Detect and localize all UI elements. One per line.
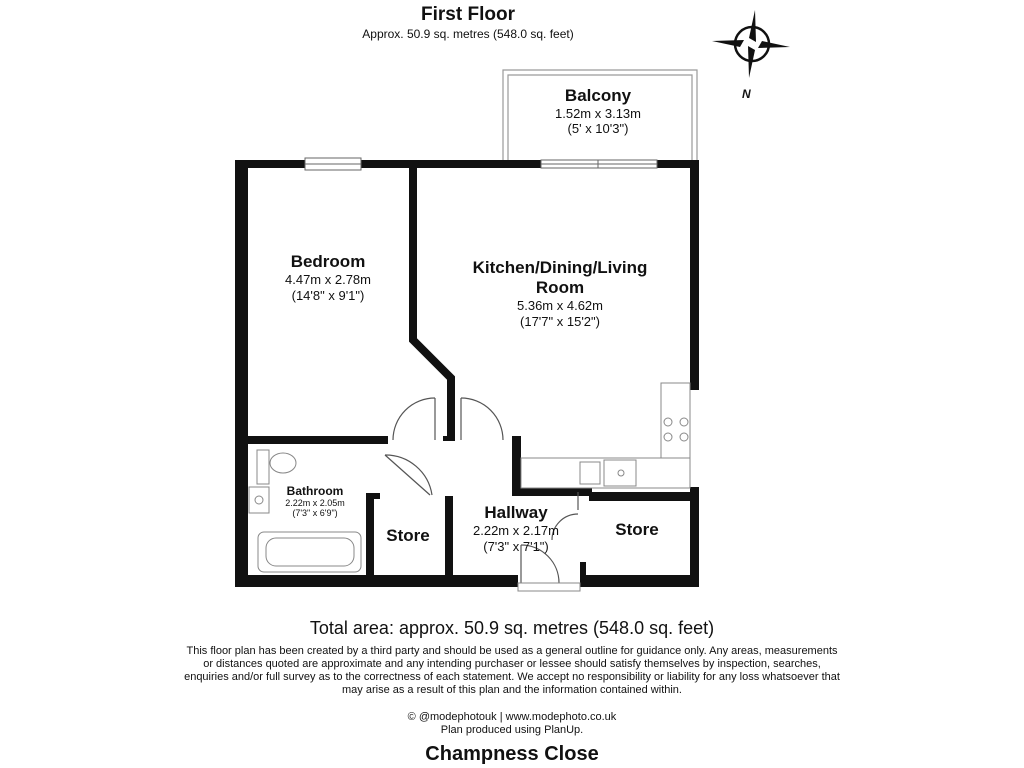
kitchen-units bbox=[521, 383, 690, 488]
room-label-bathroom: Bathroom 2.22m x 2.05m (7'3" x 6'9") bbox=[285, 484, 345, 518]
floor-title: First Floor bbox=[421, 4, 515, 25]
room-label-kitchen: Kitchen/Dining/Living Room 5.36m x 4.62m (17'7" x 15'2") bbox=[472, 258, 648, 329]
total-area: Total area: approx. 50.9 sq. metres (548.0 sq. feet) bbox=[309, 618, 715, 638]
partition-wall bbox=[413, 168, 451, 440]
room-label-bedroom: Bedroom 4.47m x 2.78m (14'8" x 9'1") bbox=[285, 252, 371, 303]
credit-line: © @modephotouk | www.modephoto.co.uk bbox=[407, 711, 617, 723]
entrance-door bbox=[518, 583, 580, 591]
room-label-balcony: Balcony 1.52m x 3.13m (5' x 10'3") bbox=[555, 86, 641, 136]
room-label-hallway: Hallway 2.22m x 2.17m (7'3" x 7'1") bbox=[473, 503, 559, 554]
produced-by: Plan produced using PlanUp. bbox=[440, 724, 584, 736]
compass-rose-icon bbox=[712, 10, 790, 101]
floor-area: Approx. 50.9 sq. metres (548.0 sq. feet) bbox=[362, 27, 574, 41]
room-label-store-left: Store bbox=[386, 526, 430, 545]
credit bbox=[150, 711, 874, 737]
room-label-store-right: Store bbox=[615, 520, 659, 539]
north-label: N bbox=[742, 87, 751, 101]
property-address: Champness Close bbox=[425, 743, 599, 765]
disclaimer: This floor plan has been created by a third party and should be used as a general outline for guidance only. Any areas, measurements or distances quoted are approximate and any intending purchaser or lessee should satisfy themselves by inspection, searches, enquiries and/or full survey as to the correctness of each statement. We accept no responsibility or liability for any loss whatsoever that may arise as a result of this plan and the information contained within. bbox=[184, 645, 840, 696]
